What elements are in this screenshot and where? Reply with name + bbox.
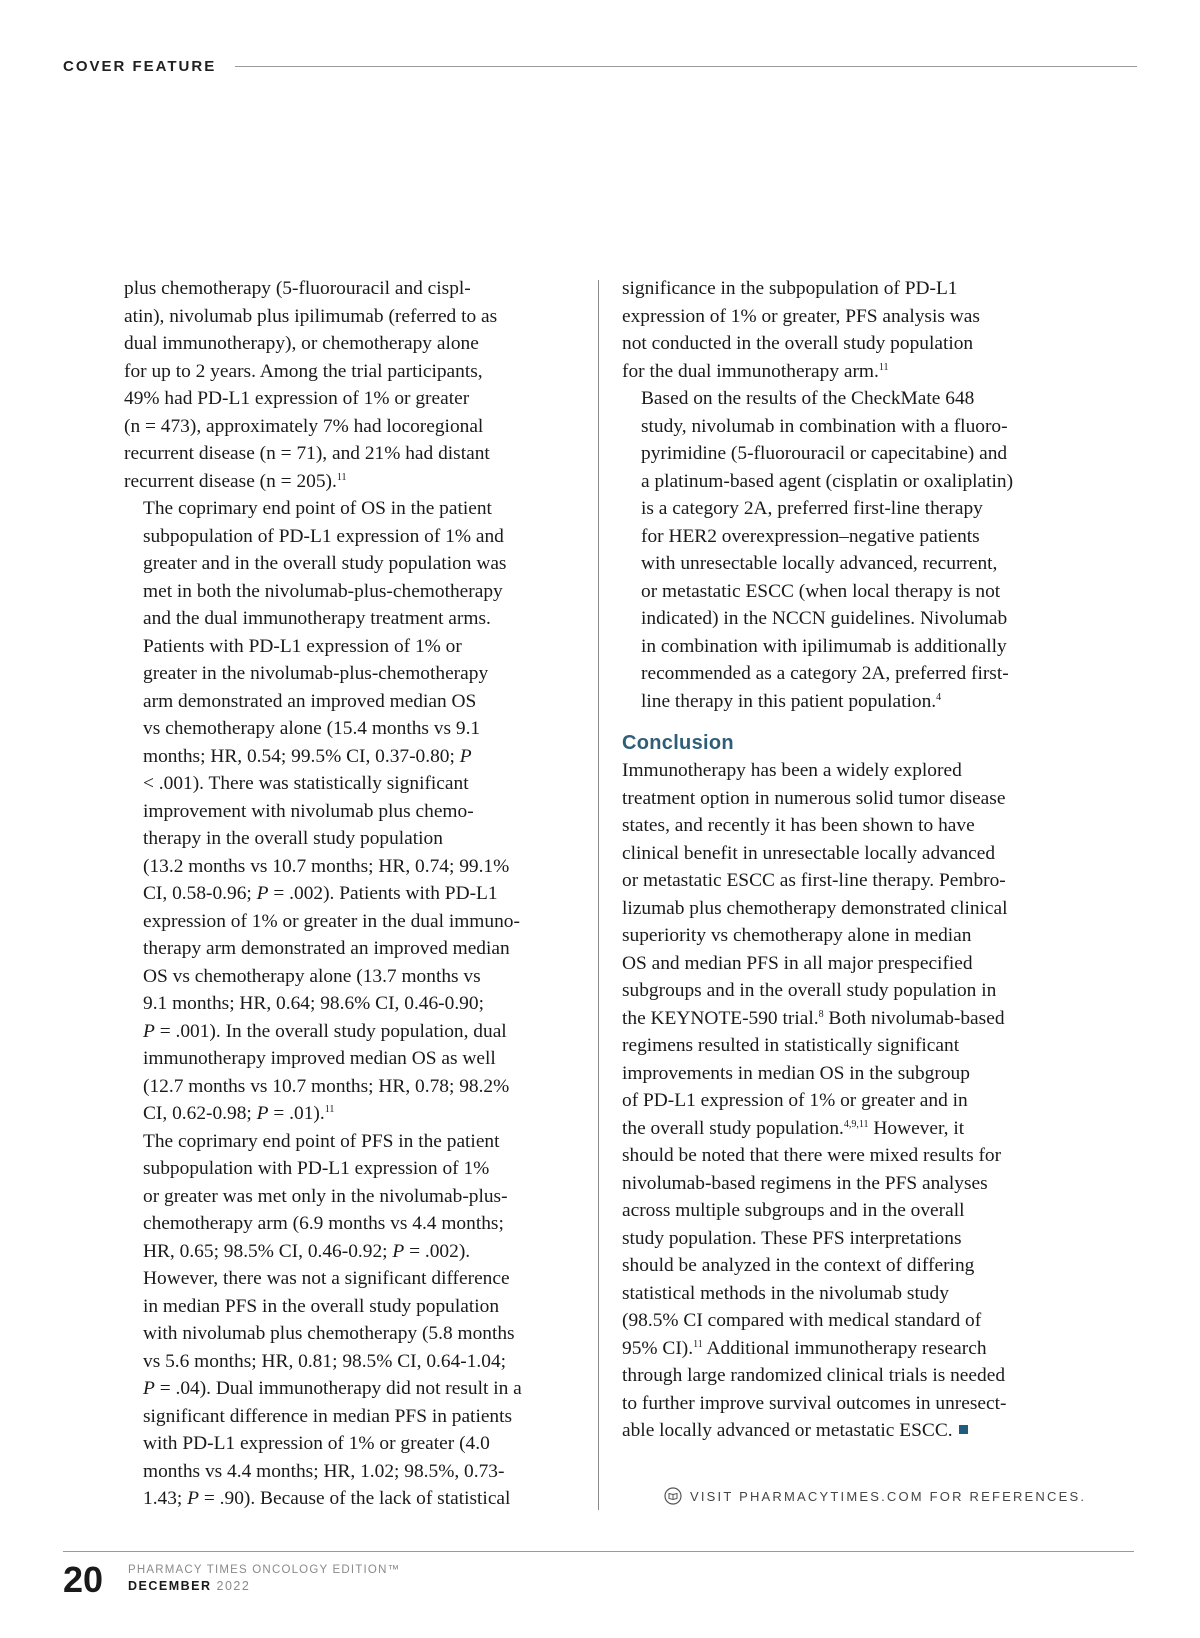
text-line: atin), nivolumab plus ipilimumab (referred to as [124,305,498,327]
left-column [124,275,579,1513]
text-line: clinical benefit in unresectable locally advanced [622,842,996,864]
text-line: to further improve survival outcomes in unresect- [622,1392,1007,1414]
citation-superscript: 11 [324,1104,335,1115]
paragraph [124,495,579,1128]
text-line: greater and in the overall study population was [143,553,507,574]
text-line: in combination with ipilimumab is additionally [641,635,1007,657]
citation-superscript: 4 [936,691,942,703]
text-line: of PD-L1 expression of 1% or greater and in [622,1090,968,1111]
citation-superscript: 11 [693,1338,703,1350]
italic-symbol: P [459,745,472,767]
text-line: regimens resulted in statistically significant [622,1035,960,1056]
citation-superscript: 11 [878,361,889,373]
conclusion-body [622,757,1074,1445]
text-line: or greater was met only in the nivolumab-plus- [143,1185,508,1207]
text-line: for up to 2 years. Among the trial participants, [124,360,483,382]
text-line: 49% had PD-L1 expression of 1% or greater [124,388,470,409]
text-line: expression of 1% or greater, PFS analysis was [622,305,980,327]
text-line: improvements in median OS in the subgroup [622,1062,970,1084]
text-line: in median PFS in the overall study population [143,1295,500,1317]
text-line: plus chemotherapy (5-fluorouracil and cispl- [124,278,471,299]
text-line: for the dual immunotherapy arm.$^{11}$ [622,360,889,382]
text-line: therapy arm demonstrated an improved median [143,938,510,959]
section-label: COVER FEATURE [63,58,217,75]
text-line: chemotherapy arm (6.9 months vs 4.4 months; [143,1213,504,1234]
text-line: treatment option in numerous solid tumor disease [622,787,1006,809]
text-line: or metastatic ESCC (when local therapy is not [641,580,1001,602]
text-line: line therapy in this patient population.$^4$ [641,690,942,712]
text-line: 1.43; P = .90). Because of the lack of statistical [143,1488,511,1509]
text-line: OS and median PFS in all major prespecified [622,952,973,974]
text-line: < .001). There was statistically significant [143,773,469,794]
conclusion-heading: Conclusion [622,732,734,754]
text-line: able locally advanced or metastatic ESCC. [622,1417,1074,1445]
text-line: across multiple subgroups and in the overall [622,1200,965,1221]
text-line: The coprimary end point of OS in the patient [143,498,492,519]
text-line: immunotherapy improved median OS as well [143,1048,496,1069]
text-line: recommended as a category 2A, preferred first- [641,663,1009,684]
publication-name: PHARMACY TIMES ONCOLOGY EDITION™ [128,1564,401,1576]
right-column [622,275,1074,1445]
paragraph [124,275,579,495]
text-line: states, and recently it has been shown to have [622,815,975,836]
italic-symbol: P [392,1240,405,1262]
text-line: through large randomized clinical trials is needed [622,1365,1006,1386]
text-line: should be noted that there were mixed results for [622,1145,1002,1166]
column-divider [598,280,599,1510]
text-line: P = .001). In the overall study population, dual [143,1020,507,1042]
references-note[interactable] [664,1485,1086,1507]
text-line: arm demonstrated an improved median OS [143,690,477,712]
italic-symbol: P [187,1488,200,1509]
paragraph [622,757,1074,1445]
text-line: significant difference in median PFS in patients [143,1405,513,1427]
text-line: Patients with PD-L1 expression of 1% or [143,635,462,657]
italic-symbol: P [143,1378,155,1399]
text-line: statistical methods in the nivolumab study [622,1282,949,1304]
italic-symbol: P [256,883,269,904]
text-line: (n = 473), approximately 7% had locoregional [124,415,484,437]
text-line: with nivolumab plus chemotherapy (5.8 months [143,1323,515,1344]
book-icon [664,1487,682,1505]
text-line: or metastatic ESCC as first-line therapy. Pembro- [622,870,1006,891]
text-line: (12.7 months vs 10.7 months; HR, 0.78; 98.2% [143,1075,510,1097]
text-line: pyrimidine (5-fluorouracil or capecitabine) and [641,443,1008,464]
text-line: recurrent disease (n = 71), and 21% had distant [124,443,490,464]
text-line: indicated) in the NCCN guidelines. Nivolumab [641,608,1008,629]
text-line: dual immunotherapy), or chemotherapy alone [124,333,479,354]
text-line: lizumab plus chemotherapy demonstrated clinical [622,897,1008,919]
text-line: 9.1 months; HR, 0.64; 98.6% CI, 0.46-0.90; [143,993,484,1014]
text-line: months; HR, 0.54; 99.5% CI, 0.37-0.80; P [143,745,472,767]
text-line: the KEYNOTE-590 trial.$^8$ Both nivolumab-based [622,1007,1005,1029]
text-line: vs 5.6 months; HR, 0.81; 98.5% CI, 0.64-1.04; [143,1350,507,1372]
text-line: OS vs chemotherapy alone (13.7 months vs [143,965,481,987]
text-line: HR, 0.65; 98.5% CI, 0.46-0.92; P = .002). [143,1240,471,1262]
text-line: is a category 2A, preferred first-line therapy [641,498,983,519]
citation-superscript: 11 [336,471,347,483]
text-line: CI, 0.62-0.98; P = .01).$^{11}$ [143,1103,335,1124]
text-line: greater in the nivolumab-plus-chemotherapy [143,663,489,684]
page-number: 20 [63,1559,104,1600]
end-of-article-mark [959,1425,968,1434]
text-line: recurrent disease (n = 205).$^{11}$ [124,470,347,492]
text-line: Based on the results of the CheckMate 648 [641,388,975,409]
text-line: subpopulation of PD-L1 expression of 1% and [143,525,504,547]
text-line: The coprimary end point of PFS in the patient [143,1130,500,1152]
text-line: not conducted in the overall study population [622,333,974,354]
text-line: However, there was not a significant difference [143,1268,510,1289]
text-line: improvement with nivolumab plus chemo- [143,800,474,822]
issue-month: DECEMBER [128,1579,212,1593]
italic-symbol: P [256,1103,269,1124]
text-line: (98.5% CI compared with medical standard of [622,1310,982,1331]
text-line: (13.2 months vs 10.7 months; HR, 0.74; 99.1% [143,855,510,877]
text-line: Immunotherapy has been a widely explored [622,760,962,781]
text-line: with unresectable locally advanced, recurrent, [641,553,998,574]
text-line: and the dual immunotherapy treatment arms. [143,608,491,629]
text-line: nivolumab-based regimens in the PFS analyses [622,1172,988,1194]
text-line: CI, 0.58-0.96; P = .002). Patients with PD-L1 [143,883,498,904]
citation-superscript: 4,9,11 [843,1118,869,1130]
paragraph [622,385,1074,715]
text-line: the overall study population.$^{4,9,11}$ However, it [622,1117,965,1139]
text-line: 95% CI).$^{11}$ Additional immunotherapy research [622,1337,987,1359]
text-line: with PD-L1 expression of 1% or greater (4.0 [143,1433,490,1454]
citation-superscript: 8 [818,1008,824,1020]
italic-symbol: P [143,1020,155,1042]
text-line: superiority vs chemotherapy alone in median [622,925,972,946]
paragraph [124,1128,579,1513]
page-header [63,58,1137,78]
text-line: for HER2 overexpression–negative patients [641,525,980,547]
references-link-text: VISIT PHARMACYTIMES.COM FOR REFERENCES. [690,1488,1087,1504]
text-line: therapy in the overall study population [143,828,443,849]
issue-date [128,1578,250,1594]
issue-year: 2022 [216,1579,251,1593]
text-line: subgroups and in the overall study population in [622,980,997,1001]
text-line: expression of 1% or greater in the dual immuno- [143,910,520,932]
text-line: study, nivolumab in combination with a fluoro- [641,415,1008,437]
text-line: months vs 4.4 months; HR, 1.02; 98.5%, 0.73- [143,1460,505,1482]
text-line: study population. These PFS interpretations [622,1227,962,1249]
text-line: vs chemotherapy alone (15.4 months vs 9.1 [143,718,481,739]
paragraph [622,275,1074,385]
text-line: met in both the nivolumab-plus-chemotherapy [143,580,503,602]
header-rule [235,66,1137,67]
text-line: P = .04). Dual immunotherapy did not result in a [143,1378,522,1399]
text-line: significance in the subpopulation of PD-L1 [622,278,958,299]
right-body [622,275,1074,715]
text-line: should be analyzed in the context of differing [622,1255,975,1276]
footer-rule [63,1551,1134,1552]
text-line: a platinum-based agent (cisplatin or oxaliplatin) [641,470,1014,492]
text-line: subpopulation with PD-L1 expression of 1% [143,1158,490,1179]
